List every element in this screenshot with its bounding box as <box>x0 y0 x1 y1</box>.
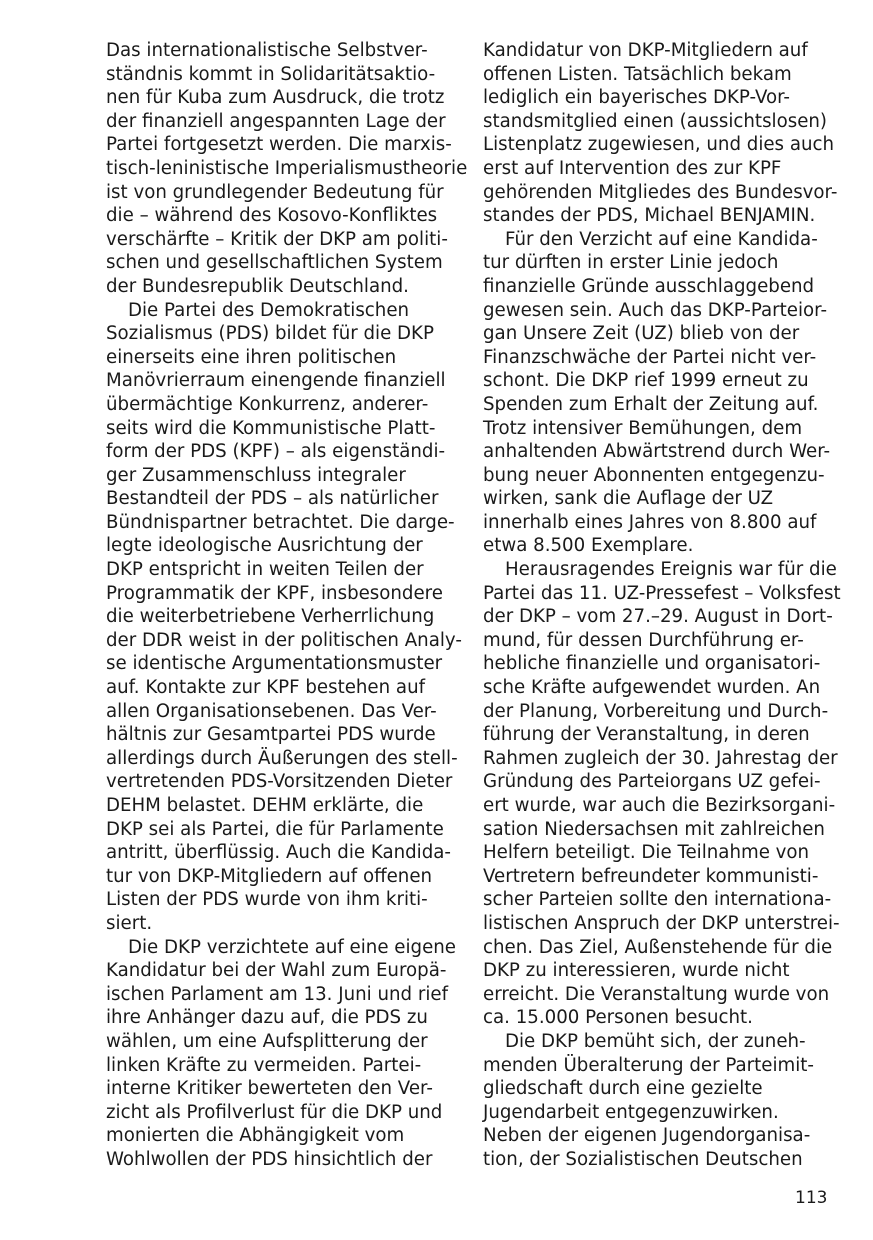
text-line: etwa 8.500 Exemplare. <box>483 535 694 557</box>
text-line: finanzielle Gründe ausschlaggebend <box>483 275 815 297</box>
text-line: tur von DKP-Mitgliedern auf offenen <box>106 865 433 887</box>
text-line: Sozialismus (PDS) bildet für die DKP <box>106 323 434 345</box>
text-line: ihre Anhänger dazu auf, die PDS zu <box>106 1007 428 1029</box>
text-line: standes der PDS, Michael BENJAMIN. <box>483 205 816 227</box>
text-line: DEHM belastet. DEHM erklärte, die <box>106 795 424 816</box>
text-line: allen Organisationsebenen. Das Ver- <box>106 700 437 722</box>
paragraph-start-line: Für den Verzicht auf eine Kandida- <box>505 228 818 250</box>
right-text-column <box>483 39 843 1172</box>
text-line: bung neuer Abonnenten entgegenzu- <box>483 464 825 486</box>
text-line: allerdings durch Äußerungen des stell- <box>106 747 458 769</box>
text-line: der DDR weist in der politischen Analy- <box>106 629 462 651</box>
text-line: wählen, um eine Aufsplitterung der <box>106 1030 428 1052</box>
text-line: Partei fortgesetzt werden. Die marxis- <box>106 134 452 156</box>
text-line: Das internationalistische Selbstver- <box>106 40 428 61</box>
text-line: listischen Anspruch der DKP unterstrei- <box>483 912 840 934</box>
text-line: Partei das 11. UZ-Pressefest – Volksfest <box>483 582 841 604</box>
text-line: einerseits eine ihren politischen <box>106 346 397 368</box>
text-line: hebliche finanzielle und organisatori- <box>483 653 821 675</box>
text-line: Listen der PDS wurde von ihm kriti- <box>106 889 428 911</box>
text-line: DKP zu interessieren, wurde nicht <box>483 960 790 982</box>
text-line: interne Kritiker bewerteten den Ver- <box>106 1078 433 1100</box>
text-line: wirken, sank die Auflage der UZ <box>483 488 774 510</box>
text-line: auf. Kontakte zur KPF bestehen auf <box>106 677 425 699</box>
text-line: gewesen sein. Auch das DKP-Parteior- <box>483 299 828 321</box>
text-line: Manövrierraum einengende finanziell <box>106 370 446 392</box>
text-line: tur dürften in erster Linie jedoch <box>483 252 779 274</box>
text-line: ger Zusammenschluss integraler <box>106 464 406 486</box>
text-line: innerhalb eines Jahres von 8.800 auf <box>483 511 817 533</box>
text-line: zicht als Profilverlust für die DKP und <box>106 1101 443 1123</box>
text-line: erreicht. Die Veranstaltung wurde von <box>483 983 830 1005</box>
text-line: Bestandteil der PDS – als natürlicher <box>106 488 439 510</box>
text-line: der Bundesrepublik Deutschland. <box>106 275 409 297</box>
text-line: schen und gesellschaftlichen System <box>106 252 443 274</box>
text-line: seits wird die Kommunistische Platt- <box>106 417 436 439</box>
text-line: tion, der Sozialistischen Deutschen <box>483 1148 803 1170</box>
text-line: verschärfte – Kritik der DKP am politi- <box>106 228 448 250</box>
text-line: Vertretern befreundeter kommunisti- <box>483 865 819 887</box>
text-line: vertretenden PDS-Vorsitzenden Dieter <box>106 771 453 793</box>
text-line: die weiterbetriebene Verherrlichung <box>106 606 435 628</box>
text-line: Finanzschwäche der Partei nicht ver- <box>483 346 817 368</box>
text-line: Neben der eigenen Jugendorganisa- <box>483 1125 811 1147</box>
paragraph-start-line: Die DKP bemüht sich, der zuneh- <box>505 1030 806 1052</box>
text-line: tisch-leninistische Imperialismustheorie <box>106 157 468 179</box>
text-line: gehörenden Mitgliedes des Bundesvor- <box>483 181 838 203</box>
text-line: menden Überalterung der Parteimit- <box>483 1054 814 1076</box>
text-line: ca. 15.000 Personen besucht. <box>483 1007 753 1029</box>
text-line: chen. Das Ziel, Außenstehende für die <box>483 936 833 958</box>
text-line: se identische Argumentationsmuster <box>106 653 443 675</box>
text-line: der finanziell angespannten Lage der <box>106 110 446 132</box>
text-line: der Planung, Vorbereitung und Durch- <box>483 700 829 722</box>
text-line: anhaltenden Abwärtstrend durch Wer- <box>483 441 831 463</box>
text-line: Rahmen zugleich der 30. Jahrestag der <box>483 747 838 769</box>
page-number: 113 <box>795 1188 828 1208</box>
text-line: die – während des Kosovo-Konfliktes <box>106 205 438 227</box>
text-line: Trotz intensiver Bemühungen, dem <box>483 417 803 439</box>
text-line: offenen Listen. Tatsächlich bekam <box>483 63 792 85</box>
text-line: führung der Veranstaltung, in deren <box>483 724 810 746</box>
text-line: Helfern beteiligt. Die Teilnahme von <box>483 842 810 864</box>
text-line: Jugendarbeit entgegenzuwirken. <box>483 1101 779 1123</box>
text-line: mund, für dessen Durchführung er- <box>483 629 804 651</box>
text-line: scher Parteien sollte den internationa- <box>483 889 832 911</box>
text-line: ständnis kommt in Solidaritätsaktio- <box>106 63 436 85</box>
paragraph-start-line: Herausragendes Ereignis war für die <box>505 559 837 581</box>
text-line: form der PDS (KPF) – als eigenständi- <box>106 441 446 463</box>
text-line: übermächtige Konkurrenz, anderer- <box>106 393 429 415</box>
text-line: sation Niedersachsen mit zahlreichen <box>483 818 825 840</box>
text-line: Bündnispartner betrachtet. Die darge- <box>106 511 455 533</box>
text-line: monierten die Abhängigkeit vom <box>106 1125 405 1147</box>
text-line: Kandidatur von DKP-Mitgliedern auf <box>483 40 808 61</box>
text-line: nen für Kuba zum Ausdruck, die trotz <box>106 87 445 109</box>
text-line: antritt, überflüssig. Auch die Kandida- <box>106 842 451 864</box>
text-line: sche Kräfte aufgewendet wurden. An <box>483 677 821 699</box>
text-line: Kandidatur bei der Wahl zum Europä- <box>106 960 447 982</box>
paragraph-start-line: Die Partei des Demokratischen <box>128 299 410 321</box>
text-line: Listenplatz zugewiesen, und dies auch <box>483 134 835 156</box>
text-line: lediglich ein bayerisches DKP-Vor- <box>483 87 791 109</box>
text-line: linken Kräfte zu vermeiden. Partei- <box>106 1054 422 1076</box>
left-text-column <box>106 39 466 1172</box>
text-line: Gründung des Parteiorgans UZ gefei- <box>483 771 821 793</box>
text-line: DKP sei als Partei, die für Parlamente <box>106 818 444 840</box>
text-line: siert. <box>106 912 153 934</box>
text-line: erst auf Intervention des zur KPF <box>483 157 782 179</box>
text-line: Wohlwollen der PDS hinsichtlich der <box>106 1148 433 1170</box>
text-line: ert wurde, war auch die Bezirksorgani- <box>483 795 836 816</box>
text-line: hältnis zur Gesamtpartei PDS wurde <box>106 724 436 746</box>
text-line: Programmatik der KPF, insbesondere <box>106 582 443 604</box>
text-line: ist von grundlegender Bedeutung für <box>106 181 444 203</box>
text-line: standsmitglied einen (aussichtslosen) <box>483 110 828 132</box>
text-line: ischen Parlament am 13. Juni und rief <box>106 983 448 1005</box>
paragraph-start-line: Die DKP verzichtete auf eine eigene <box>128 936 456 958</box>
text-line: gliedschaft durch eine gezielte <box>483 1078 763 1100</box>
text-line: Spenden zum Erhalt der Zeitung auf. <box>483 393 819 415</box>
text-line: legte ideologische Ausrichtung der <box>106 535 423 557</box>
text-line: DKP entspricht in weiten Teilen der <box>106 559 424 581</box>
text-line: schont. Die DKP rief 1999 erneut zu <box>483 370 809 392</box>
text-line: der DKP – vom 27.–29. August in Dort- <box>483 606 833 628</box>
text-line: gan Unsere Zeit (UZ) blieb von der <box>483 323 800 345</box>
